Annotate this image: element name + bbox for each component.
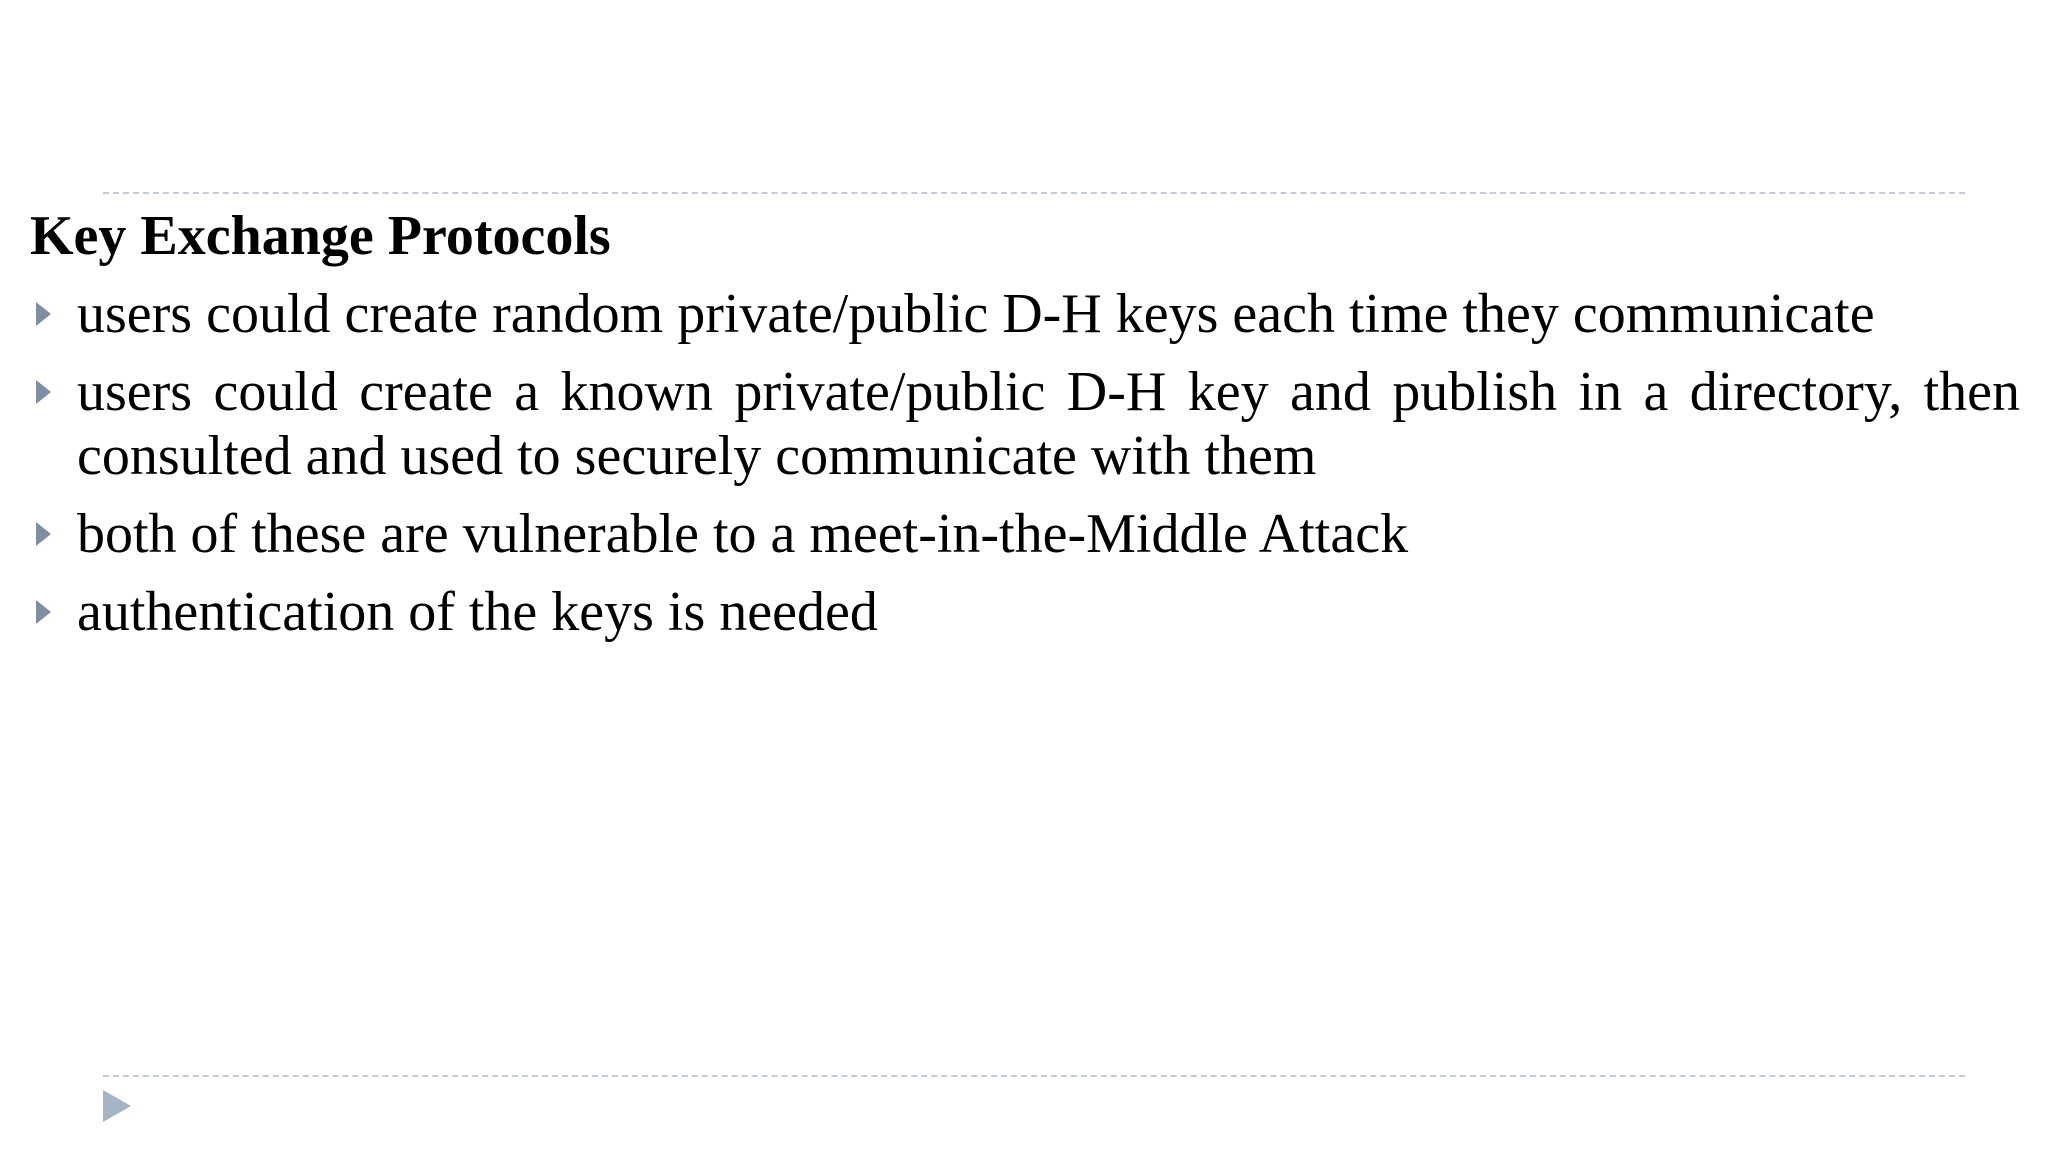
bullet-item (30, 360, 2020, 488)
bullet-item (30, 502, 2020, 566)
bullet-item (30, 282, 2020, 346)
slide-title: Key Exchange Protocols (30, 205, 611, 267)
top-divider (103, 192, 1965, 194)
bullet-item (30, 580, 2020, 644)
triangle-right-icon (36, 302, 51, 326)
next-slide-icon[interactable] (103, 1090, 131, 1122)
triangle-right-icon (36, 522, 51, 546)
bullet-text: authentication of the keys is needed (77, 581, 878, 643)
bottom-divider (103, 1075, 1965, 1077)
triangle-right-icon (36, 600, 51, 624)
triangle-right-icon (36, 380, 51, 404)
bullet-list (30, 282, 2020, 658)
bullet-text: users could create random private/public D-H keys each time they communicate (77, 283, 1875, 345)
bullet-text: both of these are vulnerable to a meet-in-the-Middle Attack (77, 503, 1409, 565)
bullet-text: users could create a known private/public D-H key and publish in a directory, then consulted and used to securely communicate with them (77, 361, 2020, 487)
